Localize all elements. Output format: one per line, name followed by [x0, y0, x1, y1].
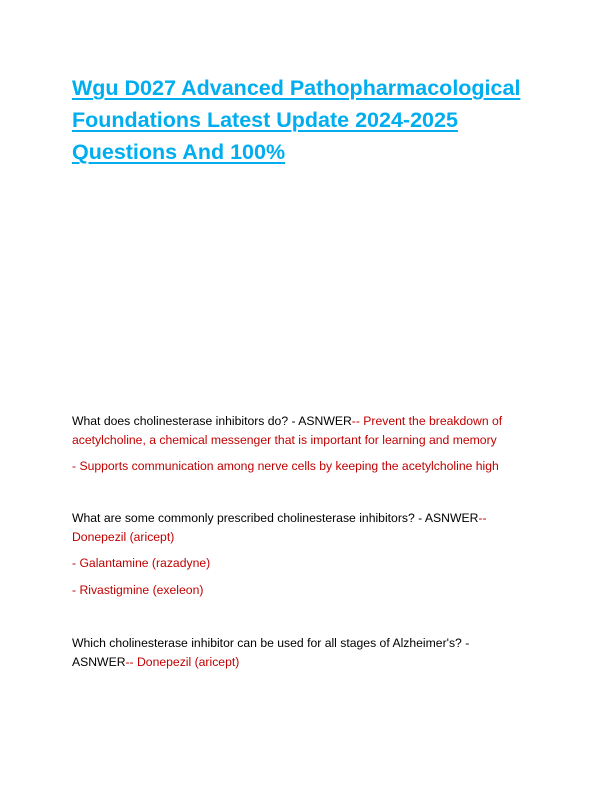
question-text-continued: ASNWER [72, 654, 126, 669]
title-line-2[interactable]: Foundations Latest Update 2024-2025 [72, 108, 458, 132]
answer-bullet: - Supports communication among nerve cells by keeping the acetylcholine high [72, 459, 499, 473]
document-title-link[interactable] [72, 72, 542, 168]
question-text: What are some commonly prescribed cholinesterase inhibitors? - ASNWER [72, 511, 479, 525]
answer-text: -- [478, 511, 487, 525]
qa-3-line-2 [72, 653, 542, 672]
qa-block-3 [72, 634, 542, 671]
answer-text: -- Prevent the breakdown of [351, 414, 503, 428]
qa-2-line-1 [72, 509, 542, 528]
answer-text-continued: acetylcholine, a chemical messenger that is important for learning and memory [72, 432, 497, 447]
qa-block-1 [72, 412, 542, 476]
answer-text-continued: Donepezil (aricept) [72, 529, 175, 544]
qa-1-line-1 [72, 412, 542, 431]
question-text: Which cholinesterase inhibitor can be used for all stages of Alzheimer's? - [72, 636, 470, 650]
title-line-1[interactable]: Wgu D027 Advanced Pathopharmacological [72, 76, 521, 100]
qa-block-2 [72, 509, 542, 599]
answer-bullet: - Galantamine (razadyne) [72, 556, 211, 570]
title-line-3[interactable]: Questions And 100% [72, 140, 286, 164]
question-text: What does cholinesterase inhibitors do? - ASNWER [72, 414, 352, 428]
answer-bullet: - Rivastigmine (exeleon) [72, 582, 204, 597]
answer-text: -- Donepezil (aricept) [125, 654, 240, 669]
